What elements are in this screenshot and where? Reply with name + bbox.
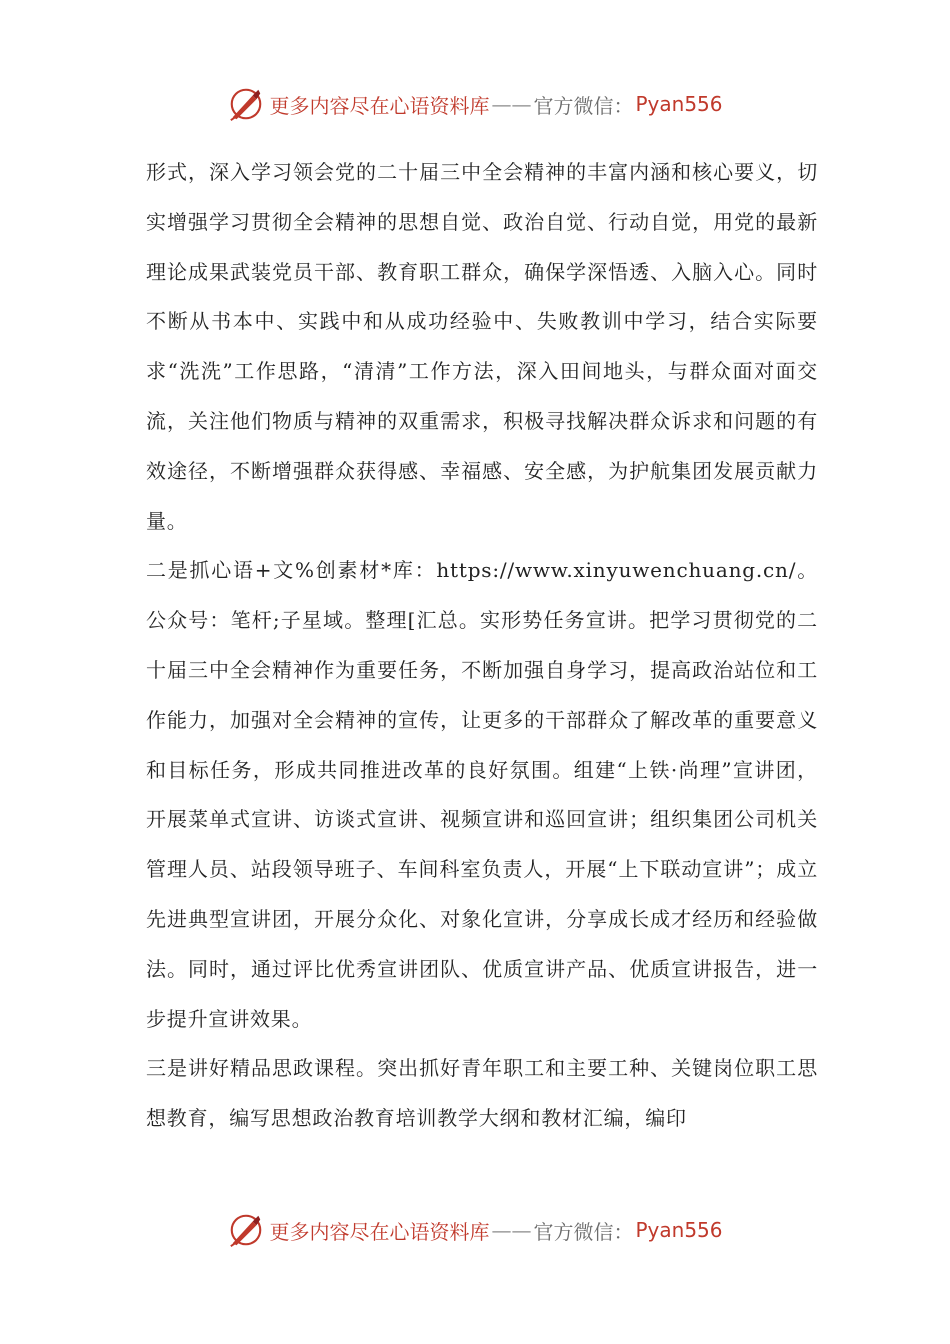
- paragraph-3: 三是讲好精品思政课程。突出抓好青年职工和主要工种、关键岗位职工思想教育，编写思想政治教育培训教学大纲和教材汇编，编印: [146, 1056, 818, 1131]
- banner-wechat-label: 官方微信：: [533, 93, 634, 118]
- document-body: [146, 148, 818, 1144]
- pen-logo-icon: [227, 1211, 265, 1249]
- banner-separator: ——: [491, 1218, 532, 1242]
- banner-text: 更多内容尽在心语资料库: [269, 1219, 490, 1244]
- paragraph-1: 形式，深入学习领会党的二十届三中全会精神的丰富内涵和核心要义，切实增强学习贯彻全会精神的思想自觉、政治自觉、行动自觉，用党的最新理论成果武装党员干部、教育职工群众，确保学深悟透、入脑入心。同时不断从书本中、实践中和从成功经验中、失败教训中学习，结合实际要求“洗洗”工作思路，“清清”工作方法，深入田间地头，与群众面对面交流，关注他们物质与精神的双重需求，积极寻找解决群众诉求和问题的有效途径，不断增强群众获得感、幸福感、安全感，为护航集团发展贡献力量。: [146, 160, 818, 533]
- banner-wechat-label: 官方微信：: [533, 1219, 634, 1244]
- banner-text: 更多内容尽在心语资料库: [269, 93, 490, 118]
- banner-wechat-id: Pyan556: [635, 1218, 723, 1242]
- banner-wechat-id: Pyan556: [635, 92, 723, 116]
- header-banner: [0, 84, 950, 124]
- footer-banner: [0, 1210, 950, 1250]
- pen-logo-icon: [227, 85, 265, 123]
- paragraph-2: 二是抓心语+文%创素材*库：https://www.xinyuwenchuang.cn/。公众号：笔杆;子星域。整理[汇总。实形势任务宣讲。把学习贯彻党的二十届三中全会精神作为重要任务，不断加强自身学习，提高政治站位和工作能力，加强对全会精神的宣传，让更多的干部群众了解改革的重要意义和目标任务，形成共同推进改革的良好氛围。组建“上铁·尚理”宣讲团，开展菜单式宣讲、访谈式宣讲、视频宣讲和巡回宣讲；组织集团公司机关管理人员、站段领导班子、车间科室负责人，开展“上下联动宣讲”；成立先进典型宣讲团，开展分众化、对象化宣讲，分享成长成才经历和经验做法。同时，通过评比优秀宣讲团队、优质宣讲产品、优质宣讲报告，进一步提升宣讲效果。: [146, 558, 818, 1031]
- banner-separator: ——: [491, 92, 532, 116]
